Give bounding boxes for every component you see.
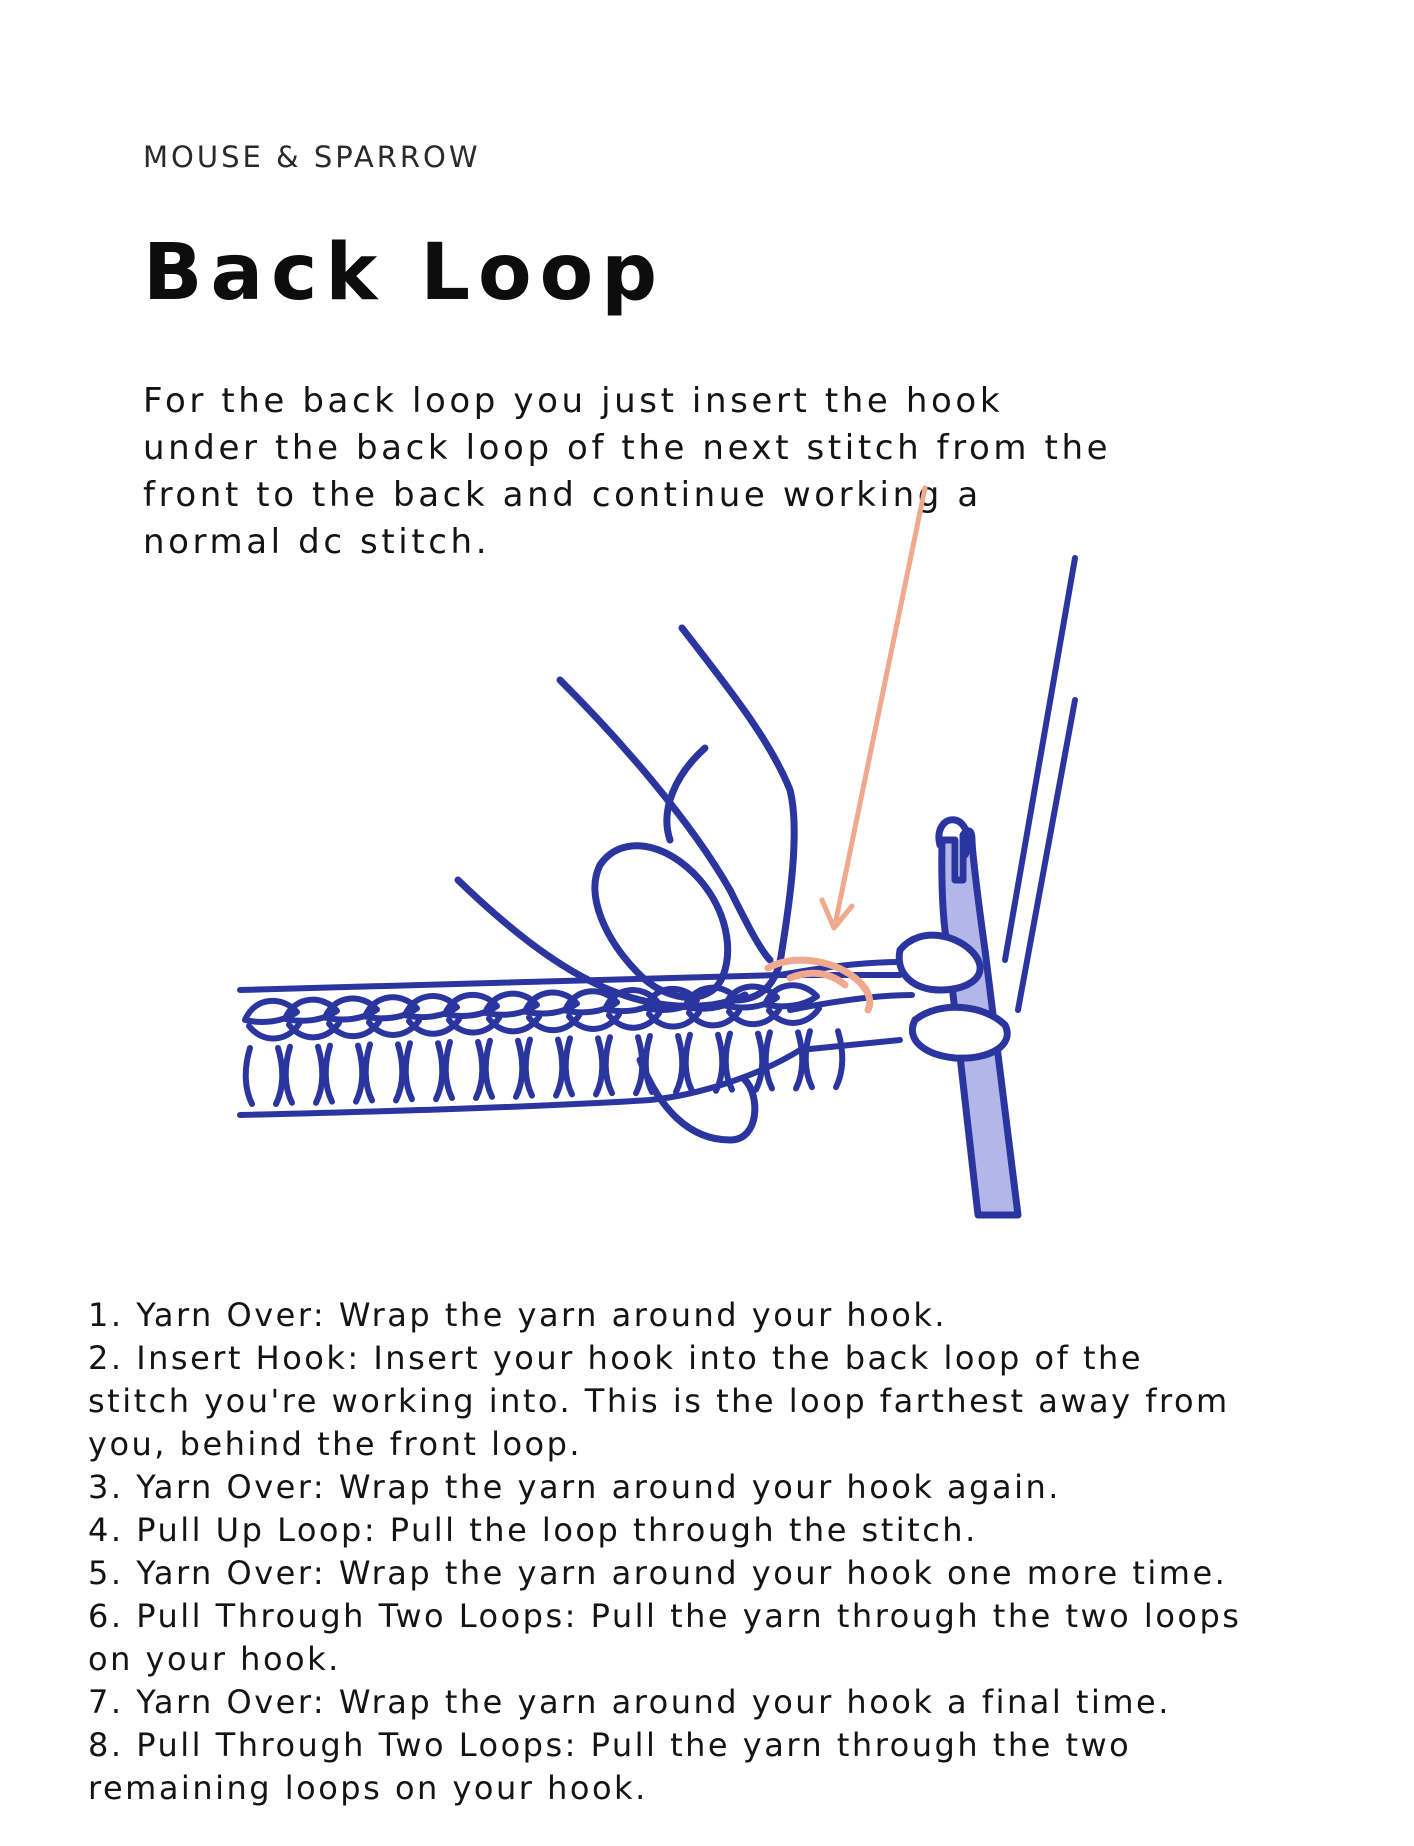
stitch-post [686,1035,723,1091]
stitch-post [366,1044,403,1100]
stitch-top-loop [445,995,497,1016]
stitch-post [286,1047,323,1103]
stitch-post [766,1032,803,1088]
arrow-head [822,900,852,928]
step-line: remaining loops on your hook. [88,1769,648,1807]
fabric-top-edge [240,975,900,990]
thumbnail-outline [595,846,728,998]
stitch-top-loop [605,990,657,1011]
middle-finger-outline [458,880,745,1006]
stitch-top-loop [245,1001,297,1022]
intro-line: front to the back and continue working a [143,475,982,515]
stitch-top-loop [405,996,457,1017]
yarn-strands [1005,558,1075,1010]
hand-icon [458,628,794,1140]
brand-name: MOUSE & SPARROW [143,140,481,174]
fabric-bottom-edge [240,1040,900,1115]
stitch-lower-loop [449,1018,499,1033]
back-loop-highlight [768,960,870,1010]
stitch-top-loop [325,998,377,1019]
stitch-lower-loop [289,1023,339,1038]
step-line: 7. Yarn Over: Wrap the yarn around your hook a final time. [88,1683,1171,1721]
back-loop-marker-inner [790,973,845,985]
stitch-lower-loop [249,1024,299,1039]
stitch-top-loop [365,997,417,1018]
working-loops [899,935,1007,1058]
steps-list [88,1294,1328,1810]
stitch-post [726,1034,763,1090]
stitch-top-loop [765,985,817,1006]
stitch-post [486,1041,523,1097]
stitch-post [246,1048,283,1104]
stitch-top-loop [285,1000,337,1021]
stitch-post [806,1031,843,1087]
stitch-lower-loop [329,1022,379,1037]
palm-outline [640,1060,755,1140]
yarn-strand [1005,558,1075,960]
stitch-lower-loop [529,1016,579,1031]
yarn-strand [1018,700,1075,1010]
intro-line: For the back loop you just insert the hook [143,381,1004,421]
step-line: on your hook. [88,1640,341,1678]
step-line: you, behind the front loop. [88,1425,583,1463]
step-line: 6. Pull Through Two Loops: Pull the yarn through the two loops [88,1597,1242,1635]
intro-line: normal dc stitch. [143,522,491,562]
step-line: 8. Pull Through Two Loops: Pull the yarn through the two [88,1726,1132,1764]
stitch-top-loop [485,994,537,1015]
step-line: 3. Yarn Over: Wrap the yarn around your hook again. [88,1468,1061,1506]
stitch-post [326,1046,363,1102]
index-finger-inner-outline [560,680,770,960]
step-line: 2. Insert Hook: Insert your hook into the back loop of the [88,1339,1144,1377]
crochet-hook-icon [939,820,1018,1215]
page-title: Back Loop [143,228,666,318]
stitch-lower-loop [409,1019,459,1034]
hook-loop [899,935,980,990]
stitch-top-loop [525,992,577,1013]
step-line: 5. Yarn Over: Wrap the yarn around your hook one more time. [88,1554,1228,1592]
back-loop-marker [768,960,870,1010]
step-line: 4. Pull Up Loop: Pull the loop through the stitch. [88,1511,978,1549]
stitch-post [446,1042,483,1098]
step-line: 1. Yarn Over: Wrap the yarn around your hook. [88,1296,948,1334]
stitch-post [566,1038,603,1094]
stitch-lower-loop [489,1017,539,1032]
hook-head [939,820,968,855]
stitch-top-loop [565,991,617,1012]
intro-paragraph [143,378,1112,566]
intro-line: under the back loop of the next stitch from the [143,428,1112,468]
stitch-lower-loop [769,1008,819,1023]
stitch-lower-loop [689,1011,739,1026]
crochet-fabric-row [240,962,912,1115]
stitch-top-loop [645,989,697,1010]
thumb-outline [667,748,705,840]
front-loop-strand [780,962,900,975]
stitch-top-loop [725,986,777,1007]
stitch-lower-loop [609,1013,659,1028]
index-finger-outline [682,628,794,1000]
step-line: stitch you're working into. This is the loop farthest away from [88,1382,1230,1420]
stitch-post [646,1036,683,1092]
stitch-post [606,1037,643,1093]
stitch-top-loop [685,988,737,1009]
stitch-lower-loop [569,1014,619,1029]
hook-shaft [942,831,1018,1215]
stitch-lower-loop [729,1010,779,1025]
stitch-lower-loop [649,1012,699,1027]
hook-loop [912,1007,1007,1058]
stitch-lower-loop [369,1020,419,1035]
stitch-post [406,1043,443,1099]
stitch-post [526,1040,563,1096]
back-loop-strand [790,995,912,1010]
